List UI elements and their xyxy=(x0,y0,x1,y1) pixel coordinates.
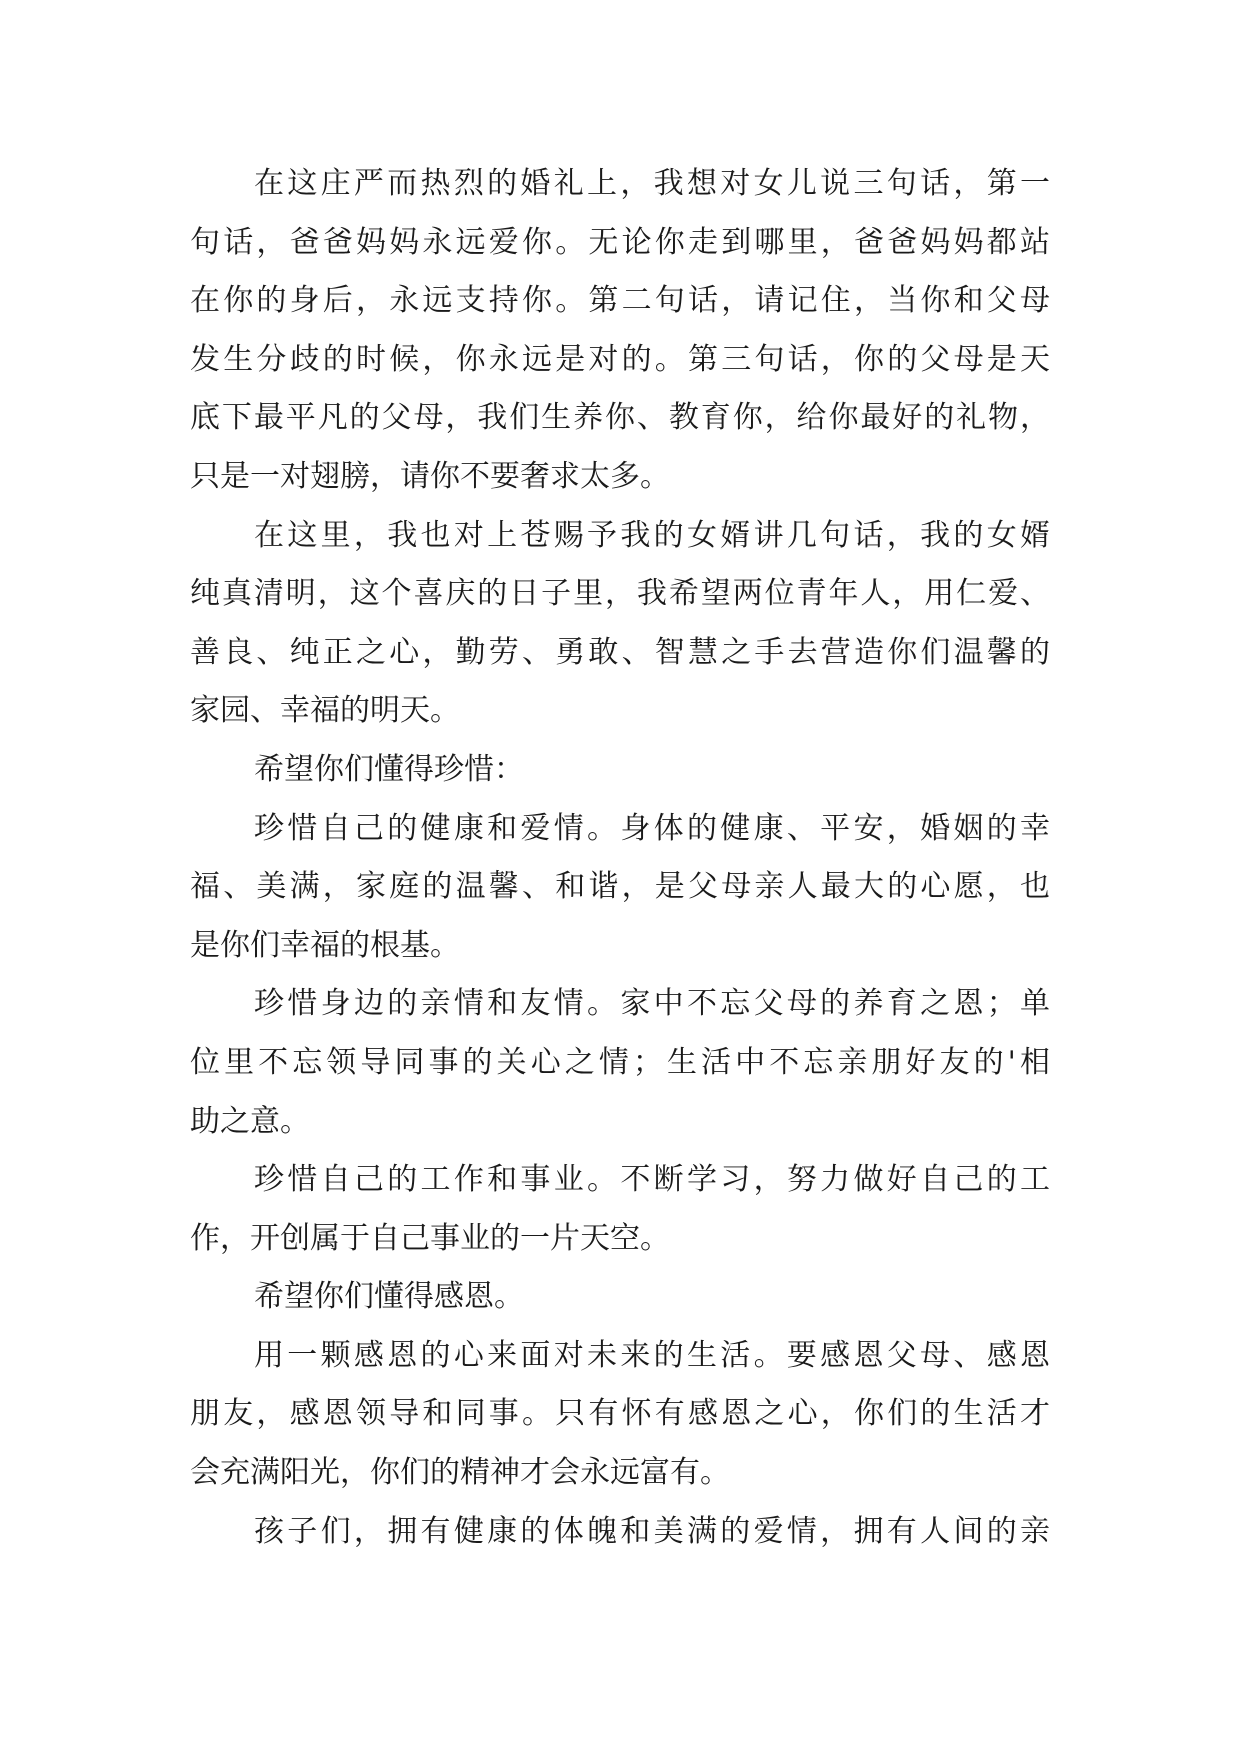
text-line: 福、美满，家庭的温馨、和谐，是父母亲人最大的心愿，也 xyxy=(190,869,1050,905)
text-line: 在你的身后，永远支持你。第二句话，请记住，当你和父母 xyxy=(190,283,1050,319)
text-line: 希望你们懂得感恩。 xyxy=(254,1279,524,1315)
text-line: 在这庄严而热烈的婚礼上，我想对女儿说三句话，第一 xyxy=(254,166,1050,201)
text-line: 朋友，感恩领导和同事。只有怀有感恩之心，你们的生活才 xyxy=(190,1396,1050,1432)
text-line: 珍惜自己的工作和事业。不断学习，努力做好自己的工 xyxy=(254,1162,1050,1198)
text-line: 在这里，我也对上苍赐予我的女婿讲几句话，我的女婿 xyxy=(254,517,1050,553)
text-line: 位里不忘领导同事的关心之情；生活中不忘亲朋好友的'相 xyxy=(190,1044,1050,1080)
text-line: 珍惜身边的亲情和友情。家中不忘父母的养育之恩；单 xyxy=(254,986,1050,1022)
text-line: 只是一对翅膀，请你不要奢求太多。 xyxy=(190,458,670,494)
text-line: 善良、纯正之心，勤劳、勇敢、智慧之手去营造你们温馨的 xyxy=(190,634,1050,670)
text-line: 家园、幸福的明天。 xyxy=(190,693,460,729)
text-line: 发生分歧的时候，你永远是对的。第三句话，你的父母是天 xyxy=(190,341,1050,377)
text-line: 是你们幸福的根基。 xyxy=(190,927,460,963)
body-text xyxy=(190,155,1050,1561)
text-line: 纯真清明，这个喜庆的日子里，我希望两位青年人，用仁爱、 xyxy=(190,576,1050,612)
text-line: 助之意。 xyxy=(190,1103,310,1139)
text-line: 孩子们，拥有健康的体魄和美满的爱情，拥有人间的亲 xyxy=(254,1513,1050,1549)
text-line: 珍惜自己的健康和爱情。身体的健康、平安，婚姻的幸 xyxy=(254,810,1050,846)
text-line: 作，开创属于自己事业的一片天空。 xyxy=(190,1220,670,1256)
text-line: 会充满阳光，你们的精神才会永远富有。 xyxy=(190,1455,730,1491)
text-line: 句话，爸爸妈妈永远爱你。无论你走到哪里，爸爸妈妈都站 xyxy=(190,224,1050,260)
text-line: 用一颗感恩的心来面对未来的生活。要感恩父母、感恩 xyxy=(254,1337,1050,1373)
text-line: 希望你们懂得珍惜： xyxy=(254,751,524,787)
text-line: 底下最平凡的父母，我们生养你、教育你，给你最好的礼物， xyxy=(190,400,1050,436)
